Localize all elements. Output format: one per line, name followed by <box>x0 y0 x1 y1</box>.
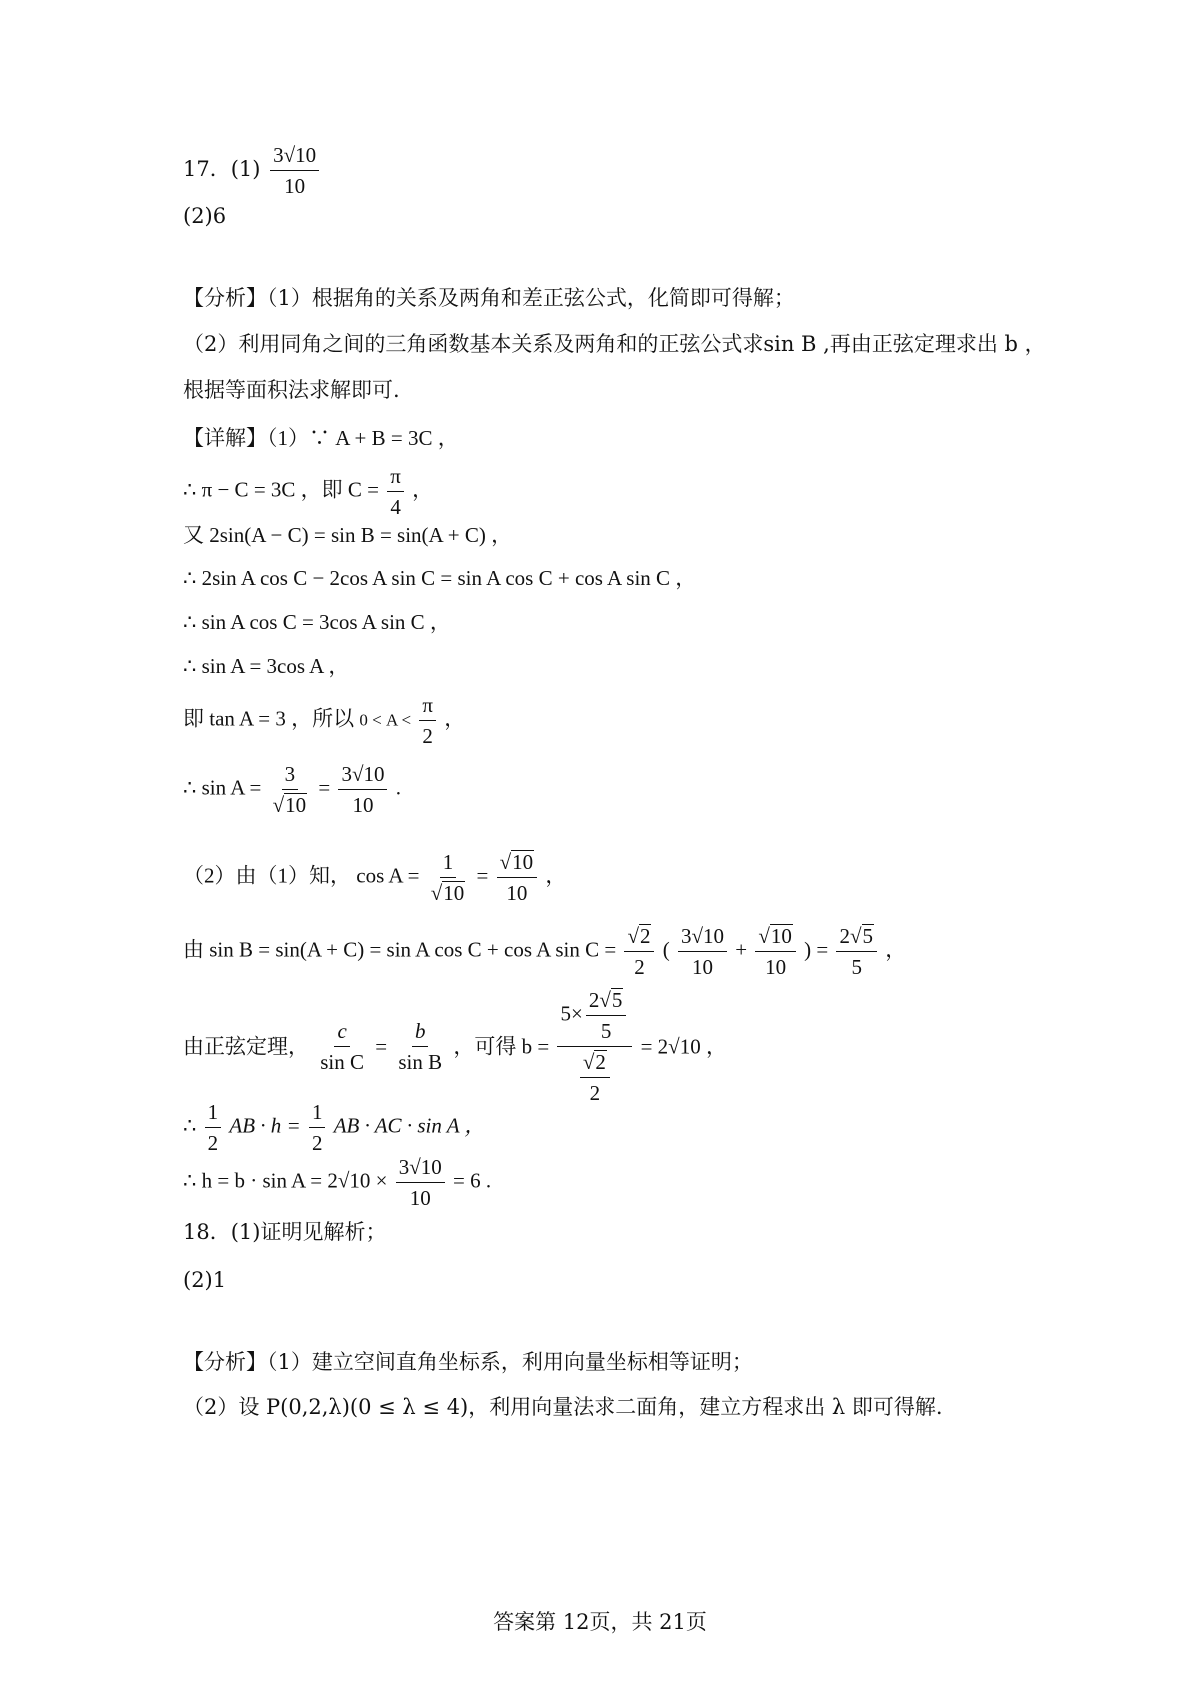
fraction-denominator <box>574 1047 616 1105</box>
equals-sign: = <box>318 775 331 800</box>
eq-text: AB · h = <box>229 1113 301 1138</box>
pi-over-4-fraction <box>387 464 404 519</box>
sqrt-2: √2 <box>627 924 651 948</box>
root2-over-2-fraction <box>624 924 654 979</box>
two-root5-over-5-fraction: $\frac{2√5}{5}$ <box>586 988 627 1043</box>
comma: ， <box>545 863 567 888</box>
fraction-denominator: 10 <box>765 955 787 980</box>
pi-over-2-fraction <box>419 693 436 748</box>
comma: ， <box>444 706 466 731</box>
fraction-denominator <box>270 790 311 817</box>
eq-text: = 6 . <box>453 1168 492 1193</box>
analysis-text: （1）根据角的关系及两角和差正弦公式，化简即可得解； <box>267 286 795 310</box>
detail-line-1 <box>183 428 459 449</box>
half-fraction: $\frac{1}{2}$ <box>309 1100 326 1155</box>
three-over-root10-fraction <box>270 762 311 817</box>
eq-text: 由正弦定理， <box>183 1034 309 1059</box>
detail-line-9 <box>183 850 566 905</box>
eq-text: AB · AC · sin A ， <box>333 1113 486 1138</box>
fraction-denominator: 10 <box>692 955 713 980</box>
detail-line-2 <box>183 464 433 519</box>
q17-label: 17．(1) <box>183 157 261 182</box>
half-fraction: $\frac{1}{2}$ <box>205 1100 222 1155</box>
fraction-numerator: 5× $\frac{2√5}{5}$ <box>557 988 632 1047</box>
detail-line-8 <box>183 762 401 817</box>
plus-sign: + <box>735 937 748 962</box>
fraction-denominator: 5 <box>851 955 862 980</box>
eq-text: （2）由（1）知， cos A = <box>183 863 420 888</box>
fraction-denominator: sin B <box>398 1050 443 1075</box>
fraction-denominator: 2 <box>634 955 645 980</box>
detail-line-10 <box>183 924 906 979</box>
fraction-numerator: 3√10 <box>270 143 319 171</box>
paren-close-equals: ) = <box>804 937 829 962</box>
c-over-sinC-fraction <box>317 1019 367 1074</box>
analysis18-line-2: （2）设 P(0,2,λ)(0 ≤ λ ≤ 4)，利用向量法求二面角，建立方程求出 λ 即可得解. <box>183 1395 943 1419</box>
analysis-line-1 <box>183 288 795 309</box>
eq-text: ∴ sin A = <box>183 775 262 800</box>
eq-text: ∴ π − C = 3C ，即 C = <box>183 477 380 502</box>
b-over-sinB-fraction <box>395 1019 445 1074</box>
b-compound-fraction <box>557 988 632 1106</box>
two-root5-over-5-fraction <box>836 924 877 979</box>
detail-line-13 <box>183 1155 491 1210</box>
sqrt-10: √10 <box>758 924 792 948</box>
fraction-numerator: 3 <box>282 762 299 790</box>
fraction-denominator: 10 <box>352 793 374 818</box>
sin-a-value-fraction <box>338 762 387 817</box>
detail-line-6: ∴ sin A = 3cos A ， <box>183 654 350 678</box>
fraction-denominator: 10 <box>284 174 306 199</box>
analysis-line-2: （2）利用同角之间的三角函数基本关系及两角和的正弦公式求sin B ,再由正弦定理求出 b ， <box>183 332 1046 356</box>
sqrt-2: √2 <box>582 1050 606 1075</box>
cos-a-value-fraction <box>497 850 538 905</box>
detail-tag: 【详解】 <box>183 426 267 450</box>
fraction-denominator: 2 <box>422 724 433 749</box>
detail-line-5: ∴ sin A cos C = 3cos A sin C ， <box>183 610 451 634</box>
fraction-numerator: b <box>412 1019 429 1047</box>
fraction-numerator: 1 <box>440 850 457 878</box>
detail-line-7 <box>183 693 465 748</box>
comma: ， <box>412 477 434 502</box>
fraction-denominator <box>428 878 469 905</box>
equals-sign: = <box>375 1034 388 1059</box>
fraction-denominator: sin C <box>320 1050 365 1075</box>
detail-line-3: 又 2sin(A − C) = sin B = sin(A + C) ， <box>183 523 513 547</box>
eq-text: ，可得 b = <box>453 1034 550 1059</box>
root10-over-10-fraction <box>755 924 796 979</box>
paren-open: ( <box>662 937 670 962</box>
fraction-numerator: π <box>387 464 404 492</box>
inequality-text: 0 < A < <box>359 710 412 730</box>
detail-line-4: ∴ 2sin A cos C − 2cos A sin C = sin A cos C + cos A sin C ， <box>183 566 697 590</box>
eq-text: 由 sin B = sin(A + C) = sin A cos C + cos A sin C = <box>183 937 617 962</box>
three-root10-over-10-fraction: $\frac{3√10}{10}$ <box>396 1155 445 1210</box>
fraction-numerator: 3√10 <box>338 762 387 790</box>
sqrt-10: √10 <box>272 793 307 818</box>
fraction-numerator: 2√5 <box>836 924 877 952</box>
therefore: ∴ <box>183 1113 197 1138</box>
q18-part1: 18．(1)证明见解析； <box>183 1220 387 1244</box>
q17-part2: (2)6 <box>183 204 227 228</box>
sqrt-5: √5 <box>849 924 874 948</box>
three-root10-over-10-fraction <box>678 924 727 979</box>
fraction-denominator: 10 <box>506 881 528 906</box>
fraction-numerator: 3√10 <box>678 924 727 952</box>
root2-over-2-fraction: $\frac{√2}{2}$ <box>580 1050 610 1105</box>
period: . <box>395 775 401 800</box>
q18-part2: (2)1 <box>183 1268 227 1292</box>
eq-text: = 2√10 ， <box>640 1034 727 1059</box>
eq-text: ∴ h = b · sin A = 2√10 × <box>183 1168 388 1193</box>
fraction-numerator <box>497 850 538 878</box>
page-footer: 答案第 12页，共 21页 <box>493 1610 707 1634</box>
sqrt-5: √5 <box>599 988 623 1012</box>
one-over-root10-fraction <box>428 850 469 905</box>
detail-text: （1）∵ A + B = 3C ， <box>267 426 459 450</box>
eq-text: 即 tan A = 3 ，所以 <box>183 706 355 731</box>
q17-answer-line <box>183 143 322 198</box>
equals-sign: = <box>476 863 489 888</box>
analysis-text: （1）建立空间直角坐标系，利用向量坐标相等证明； <box>267 1350 753 1374</box>
q17-part1-fraction <box>270 143 319 198</box>
fraction-numerator: π <box>419 693 436 721</box>
fraction-denominator: 4 <box>390 495 401 520</box>
comma: ， <box>885 937 907 962</box>
analysis-tag: 【分析】 <box>183 286 267 310</box>
analysis-line-3: 根据等面积法求解即可. <box>183 378 400 402</box>
fraction-numerator: c <box>334 1019 349 1047</box>
fraction-numerator <box>755 924 796 952</box>
detail-line-12 <box>183 1100 485 1155</box>
detail-line-11 <box>183 988 727 1106</box>
sqrt-10: √10 <box>430 881 465 906</box>
sqrt-10: √10 <box>499 850 534 874</box>
fraction-numerator <box>624 924 654 952</box>
analysis18-line-1 <box>183 1352 753 1373</box>
analysis-tag: 【分析】 <box>183 1350 267 1374</box>
